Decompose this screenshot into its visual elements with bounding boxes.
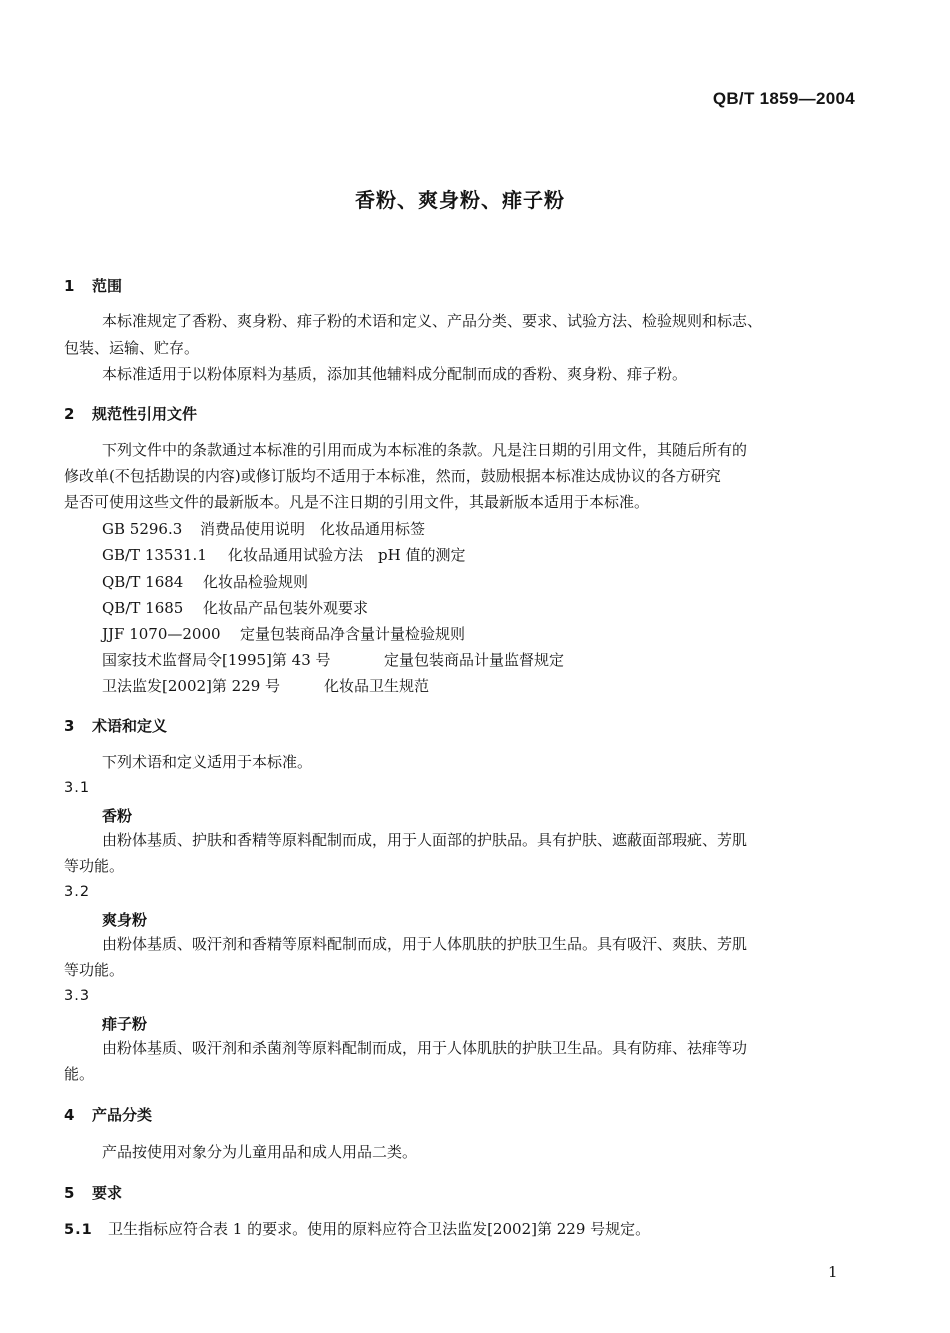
section-1-heading bbox=[64, 275, 122, 296]
section-title: 要求 bbox=[92, 1184, 123, 1202]
definition-line: 由粉体基质、吸汗剂和香精等原料配制而成，用于人体肌肤的护肤卫生品。具有吸汗、爽肤、芳肌 bbox=[102, 935, 748, 953]
paragraph: 产品按使用对象分为儿童用品和成人用品二类。 bbox=[102, 1143, 418, 1161]
subclause-number: 3.1 bbox=[64, 780, 91, 796]
reference-title: 定量包装商品计量监督规定 bbox=[384, 651, 565, 669]
reference-title: 消费品使用说明 化妆品通用标签 bbox=[200, 520, 426, 538]
reference-code: GB/T 13531.1 bbox=[102, 546, 207, 564]
reference-code: QB/T 1685 bbox=[102, 599, 184, 617]
reference-code: GB 5296.3 bbox=[102, 520, 183, 538]
section-number: 5 bbox=[64, 1184, 75, 1202]
reference-item bbox=[102, 649, 564, 670]
reference-item bbox=[102, 623, 465, 644]
term-name: 痱子粉 bbox=[102, 1015, 148, 1033]
page-number: 1 bbox=[828, 1263, 838, 1281]
reference-title: 化妆品通用试验方法 pH 值的测定 bbox=[228, 546, 466, 564]
reference-title: 定量包装商品净含量计量检验规则 bbox=[240, 625, 466, 643]
reference-item bbox=[102, 597, 368, 618]
clause-text: 卫生指标应符合表 1 的要求。使用的原料应符合卫法监发[2002]第 229 号规定。 bbox=[108, 1220, 651, 1238]
reference-code: 卫法监发[2002]第 229 号 bbox=[102, 677, 281, 695]
reference-code: JJF 1070—2000 bbox=[102, 625, 221, 643]
section-title: 规范性引用文件 bbox=[92, 405, 198, 423]
paragraph-line: 包装、运输、贮存。 bbox=[64, 339, 200, 357]
term-name: 爽身粉 bbox=[102, 911, 148, 929]
definition-line: 由粉体基质、护肤和香精等原料配制而成，用于人面部的护肤品。具有护肤、遮蔽面部瑕疵、芳肌 bbox=[102, 831, 748, 849]
reference-code: 国家技术监督局令[1995]第 43 号 bbox=[102, 651, 331, 669]
clause-number: 5.1 bbox=[64, 1222, 93, 1238]
section-number: 3 bbox=[64, 717, 75, 735]
paragraph-line: 下列文件中的条款通过本标准的引用而成为本标准的条款。凡是注日期的引用文件，其随后所有的 bbox=[102, 441, 748, 459]
section-title: 范围 bbox=[92, 277, 123, 295]
subclause-number: 3.3 bbox=[64, 988, 91, 1004]
definition-line: 能。 bbox=[64, 1065, 95, 1083]
document-title: 香粉、爽身粉、痱子粉 bbox=[355, 188, 565, 212]
reference-title: 化妆品卫生规范 bbox=[324, 677, 430, 695]
term-name: 香粉 bbox=[102, 807, 133, 825]
reference-title: 化妆品产品包装外观要求 bbox=[203, 599, 369, 617]
section-5-heading bbox=[64, 1182, 122, 1203]
section-2-heading bbox=[64, 403, 197, 424]
reference-title: 化妆品检验规则 bbox=[203, 573, 309, 591]
section-4-heading bbox=[64, 1104, 152, 1125]
reference-item bbox=[102, 518, 425, 539]
standard-code: QB/T 1859—2004 bbox=[712, 89, 855, 108]
reference-item bbox=[102, 571, 308, 592]
paragraph: 本标准适用于以粉体原料为基质，添加其他辅料成分配制而成的香粉、爽身粉、痱子粉。 bbox=[102, 365, 688, 383]
subclause-number: 3.2 bbox=[64, 884, 91, 900]
paragraph-line: 修改单(不包括勘误的内容)或修订版均不适用于本标准，然而，鼓励根据本标准达成协议的各方研究 bbox=[64, 467, 721, 485]
section-number: 4 bbox=[64, 1106, 75, 1124]
section-number: 2 bbox=[64, 405, 75, 423]
section-title: 术语和定义 bbox=[92, 717, 168, 735]
definition-line: 由粉体基质、吸汗剂和杀菌剂等原料配制而成，用于人体肌肤的护肤卫生品。具有防痱、祛痱等功 bbox=[102, 1039, 748, 1057]
definition-line: 等功能。 bbox=[64, 961, 125, 979]
reference-item bbox=[102, 675, 429, 696]
paragraph: 下列术语和定义适用于本标准。 bbox=[102, 753, 313, 771]
section-number: 1 bbox=[64, 277, 75, 295]
paragraph-line: 是否可使用这些文件的最新版本。凡是不注日期的引用文件，其最新版本适用于本标准。 bbox=[64, 493, 650, 511]
reference-code: QB/T 1684 bbox=[102, 573, 184, 591]
definition-line: 等功能。 bbox=[64, 857, 125, 875]
paragraph-line: 本标准规定了香粉、爽身粉、痱子粉的术语和定义、产品分类、要求、试验方法、检验规则和标志、 bbox=[102, 312, 763, 330]
clause-5-1 bbox=[64, 1218, 650, 1240]
section-title: 产品分类 bbox=[92, 1106, 153, 1124]
reference-item bbox=[102, 544, 465, 565]
section-3-heading bbox=[64, 715, 167, 736]
